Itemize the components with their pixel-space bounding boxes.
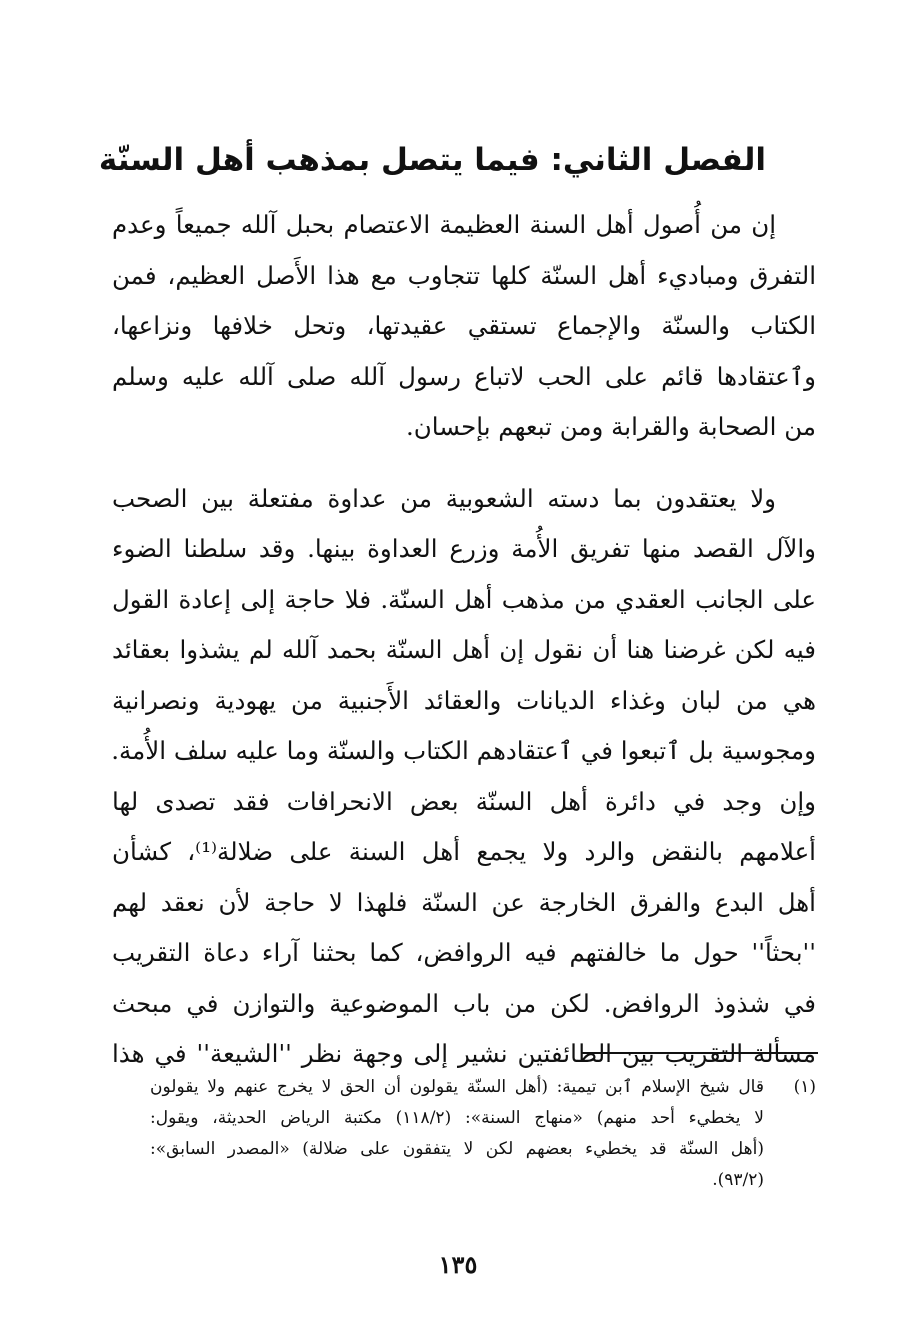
footnotes: [150, 1072, 816, 1196]
paragraph-1: [112, 200, 816, 453]
footnote-text: [150, 1072, 764, 1196]
text-line: على الجانب العقدي من مذهب أهل السنّة. فلا حاجة إلى إعادة القول: [112, 584, 816, 614]
text-line: ومجوسية بل ٱتبعوا في ٱعتقادهم الكتاب والسنّة وما عليه سلف الأُمة.: [111, 736, 816, 765]
main-text: [112, 200, 816, 1080]
footnote-line: لا يخطيء أحد منهم) «منهاج السنة»: (١١٨/٢) مكتبة الرياض الحديثة، ويقول:: [150, 1108, 765, 1128]
text-line: هي من لبان وغذاء الديانات والعقائد الأَجنبية من يهودية ونصرانية: [112, 685, 816, 715]
text-line: من الصحابة والقرابة ومن تبعهم بإحسان.: [405, 412, 816, 441]
text-line: أعلامهم بالنقض والرد ولا يجمع أهل السنة على ضلالة⁽¹⁾، كشأن: [112, 837, 816, 866]
text-line: إن من أُصول أهل السنة العظيمة الاعتصام بحبل آلله جميعاً وعدم: [112, 210, 776, 239]
text-line: الكتاب والسنّة والإجماع تستقي عقيدتها، وتحل خلافها ونزاعها،: [112, 311, 816, 340]
chapter-title: الفصل الثاني: فيما يتصل بمذهب أهل السنّة: [98, 142, 766, 178]
page-number: ١٣٥: [438, 1250, 478, 1279]
footnote-line: (٩٣/٢).: [712, 1170, 764, 1190]
footnote-line: قال شيخ الإسلام ٱبن تيمية: (أهل السنّة يقولون أن الحق لا يخرج عنهم ولا يقولون: [150, 1077, 764, 1097]
text-line: ولا يعتقدون بما دسته الشعوبية من عداوة مفتعلة بين الصحب: [112, 483, 776, 513]
text-line: فيه لكن غرضنا هنا أن نقول إن أهل السنّة بحمد آلله لم يشذوا بعقائد: [112, 635, 816, 664]
text-line: وإن وجد في دائرة أهل السنّة بعض الانحرافات فقد تصدى لها: [112, 786, 816, 816]
footnote-1: [150, 1072, 816, 1196]
paragraph-2: [112, 474, 816, 1080]
footnote-marker: (١): [793, 1077, 816, 1097]
text-line: مسألة التقريب بين الطائفتين نشير إلى وجهة نظر ''الشيعة'' في هذا: [112, 1039, 816, 1068]
footnote-line: (أهل السنّة قد يخطيء بعضهم لكن لا يتفقون على ضلالة) «المصدر السابق»:: [150, 1139, 764, 1159]
text-line: والآل القصد منها تفريق الأُمة وزرع العداوة بينها. وقد سلطنا الضوء: [112, 534, 816, 563]
text-line: وٱعتقادها قائم على الحب لاتباع رسول آلله صلى آلله عليه وسلم: [112, 361, 816, 391]
footnote-divider: [582, 1052, 818, 1054]
text-line: في شذوذ الروافض. لكن من باب الموضوعية والتوازن في مبحث: [112, 988, 816, 1018]
text-line: ''بحثاً'' حول ما خالفتهم فيه الروافض، كما بحثنا آراء دعاة التقريب: [112, 938, 816, 967]
text-line: التفرق ومباديء أهل السنّة كلها تتجاوب مع هذا الأَصل العظيم، فمن: [112, 260, 816, 290]
text-line: أهل البدع والفرق الخارجة عن السنّة فلهذا لا حاجة لأن نعقد لهم: [112, 887, 816, 917]
